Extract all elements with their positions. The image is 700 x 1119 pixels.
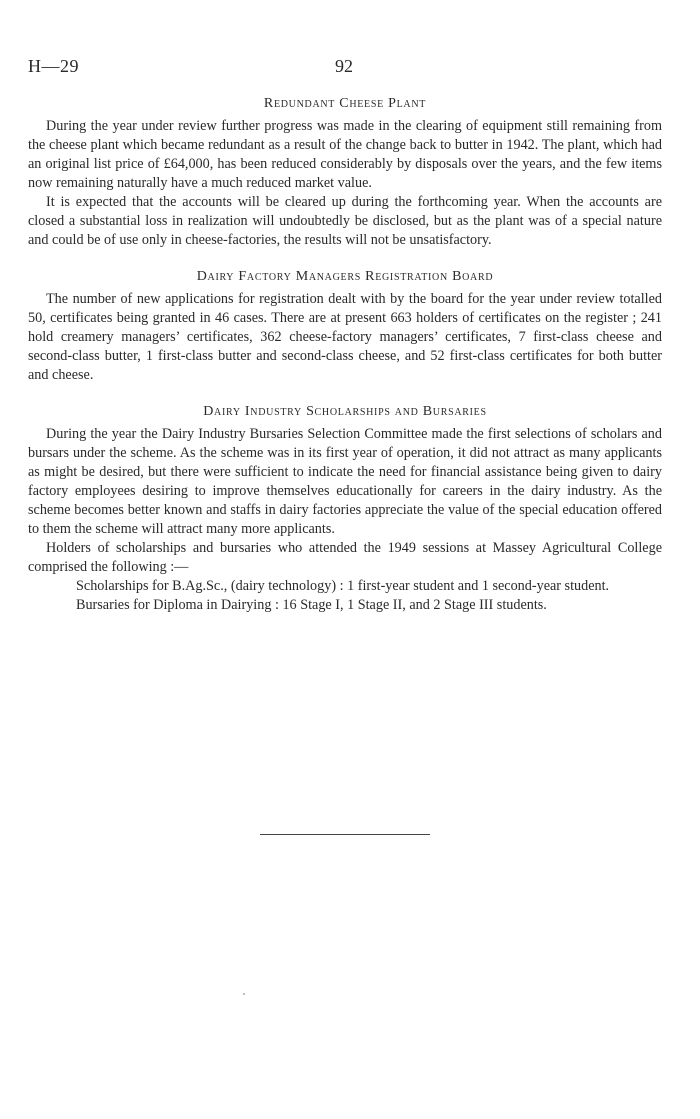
page-reference: H—29	[28, 56, 79, 76]
section-redundant-cheese-plant	[28, 94, 662, 250]
page-body	[28, 94, 662, 615]
paragraph: The number of new applications for registration dealt with by the board for the year under review totalled 50, certificates being granted in 46 cases. There are at present 663 holders of certificates on the register ; 241 hold creamery managers’ certificates, 362 cheese-factory managers’ certificates, 7 first-class cheese and second-class butter, 1 first-class butter and second-class cheese, and 52 first-class certificates for both butter and cheese.	[28, 291, 662, 383]
section-heading: Redundant Cheese Plant	[263, 96, 427, 111]
closing-rule	[260, 834, 430, 835]
section-scholarships-bursaries	[28, 402, 662, 615]
paragraph: It is expected that the accounts will be cleared up during the forthcoming year. When the accounts are closed a substantial loss in realization will undoubtedly be disclosed, but as the plant was of a special nature and could be of use only in cheese-factories, the results will not be unsatisfactory.	[28, 194, 662, 248]
paragraph: During the year under review further progress was made in the clearing of equipment still remaining from the cheese plant which became redundant as a result of the change back to butter in 1942. The plant, which had an original list price of £64,000, has been reduced considerably by disposals over the years, and the few items now remaining naturally have a much reduced market value.	[28, 118, 662, 191]
paragraph: Holders of scholarships and bursaries who attended the 1949 sessions at Massey Agricultural College comprised the following :—	[28, 540, 662, 575]
holders-list	[28, 577, 662, 615]
list-item: Bursaries for Diploma in Dairying : 16 Stage I, 1 Stage II, and 2 Stage III students.	[76, 597, 547, 613]
section-managers-registration-board	[28, 267, 662, 385]
paragraph: During the year the Dairy Industry Bursaries Selection Committee made the first selections of scholars and bursars under the scheme. As the scheme was in its first year of operation, it did not attract as many applicants as might be desired, but there were sufficient to indicate the need for financial assistance being given to dairy factory employees desiring to improve themselves educationally for careers in the dairy industry. As the scheme becomes better known and staffs in dairy factories appreciate the value of the special education offered to them the scheme will attract many more applicants.	[28, 426, 662, 537]
page-number: 92	[335, 56, 353, 76]
section-heading: Dairy Industry Scholarships and Bursaries	[203, 404, 487, 419]
section-heading: Dairy Factory Managers Registration Board	[196, 269, 494, 284]
scan-speck	[243, 993, 245, 995]
list-item: Scholarships for B.Ag.Sc., (dairy technology) : 1 first-year student and 1 second-year student.	[76, 578, 610, 594]
